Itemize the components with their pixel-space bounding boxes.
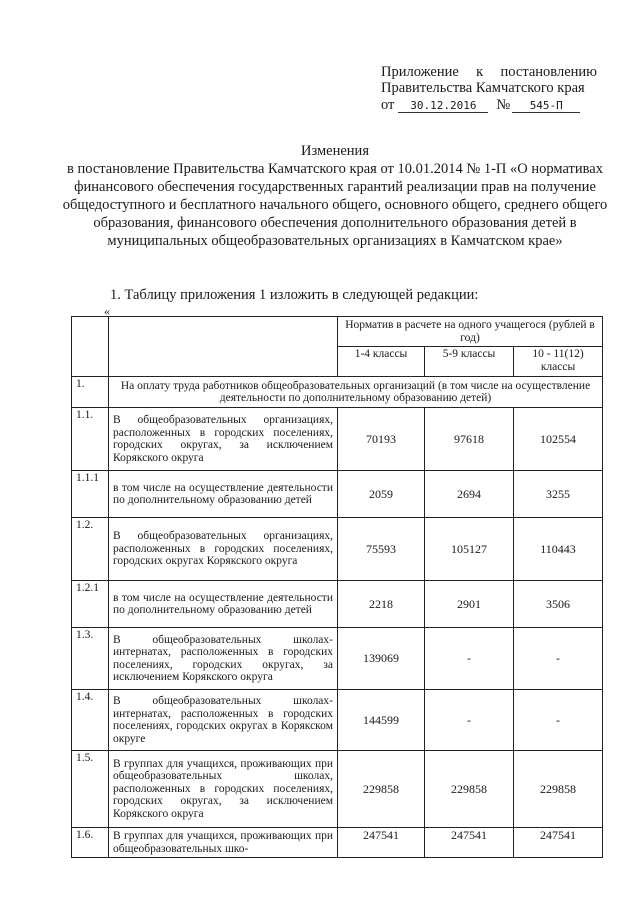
approval-line-1: Приложение к постановлению [381,64,597,80]
row-value-2: - [425,690,514,751]
table-header-row [72,317,603,347]
row-text: В группах для учащихся, проживающих при общеобразовательных шко- [109,828,338,858]
table-row [72,581,603,628]
row-value-3: 3255 [514,471,603,518]
section-row [72,377,603,408]
row-value-2: 2901 [425,581,514,628]
row-value-2: 105127 [425,518,514,581]
table-row [72,690,603,751]
row-value-2: - [425,628,514,690]
norms-table [71,316,603,858]
row-num: 1.4. [72,690,109,751]
row-text: В группах для учащихся, проживающих при общеобразовательных школах, расположенных в городских поселениях, городских округах, за исключением Корякского округа [109,751,338,828]
row-text: В общеобразовательных организациях, расположенных в городских поселениях, городских округах Корякского округа [109,518,338,581]
intro-paragraph: 1. Таблицу приложения 1 изложить в следующей редакции: [110,287,479,303]
row-num: 1.6. [72,828,109,858]
row-num: 1.1. [72,408,109,471]
row-value-1: 144599 [338,690,425,751]
row-num: 1.1.1 [72,471,109,518]
row-value-1: 2218 [338,581,425,628]
section-num: 1. [72,377,109,408]
document-title: Изменения [301,143,369,159]
row-value-1: 139069 [338,628,425,690]
table-row [72,828,603,858]
header-col-2: 5-9 классы [425,347,514,377]
row-text: в том числе на осуществление деятельности по дополнительному образованию детей [109,581,338,628]
row-num: 1.2.1 [72,581,109,628]
row-text: в том числе на осуществление деятельности по дополнительному образованию детей [109,471,338,518]
number-label: № [496,97,511,113]
approval-block [381,64,597,113]
row-value-1: 70193 [338,408,425,471]
opening-quote: « [104,304,110,318]
approval-line-2: Правительства Камчатского края [381,80,585,96]
row-value-2: 2694 [425,471,514,518]
row-text: В общеобразовательных школах-интернатах, расположенных в городских поселениях, городских округах в Корякском округе [109,690,338,751]
row-num: 1.5. [72,751,109,828]
row-value-3: 229858 [514,751,603,828]
from-label: от [381,97,395,113]
approval-date: 30.12.2016 [398,99,488,113]
row-value-3: 110443 [514,518,603,581]
row-value-1: 229858 [338,751,425,828]
row-text: В общеобразовательных школах-интернатах, расположенных в городских поселениях, городских округах, за исключением Корякского округа [109,628,338,690]
table-row [72,408,603,471]
header-empty-num [72,317,109,377]
row-value-2: 247541 [425,828,514,858]
row-value-3: 3506 [514,581,603,628]
row-value-3: - [514,628,603,690]
row-value-3: - [514,690,603,751]
header-col-3: 10 - 11(12) классы [514,347,603,377]
row-text: В общеобразовательных организациях, расположенных в городских поселениях, городских округах, за исключением Корякского округа [109,408,338,471]
row-value-1: 247541 [338,828,425,858]
document-heading [60,142,610,250]
row-value-2: 229858 [425,751,514,828]
table-row [72,751,603,828]
header-main: Норматив в расчете на одного учащегося (рублей в год) [338,317,603,347]
row-value-1: 75593 [338,518,425,581]
table-row [72,471,603,518]
approval-number: 545-П [512,99,580,113]
header-col-1: 1-4 классы [338,347,425,377]
section-text: На оплату труда работников общеобразовательных организаций (в том числе на осуществление деятельности по дополнительному образованию детей) [109,377,603,408]
row-num: 1.3. [72,628,109,690]
row-num: 1.2. [72,518,109,581]
approval-date-line [381,97,597,113]
row-value-3: 102554 [514,408,603,471]
row-value-2: 97618 [425,408,514,471]
row-value-3: 247541 [514,828,603,858]
row-value-1: 2059 [338,471,425,518]
document-subtitle: в постановление Правительства Камчатского края от 10.01.2014 № 1-П «О нормативах финансового обеспечения государственных гарантий реализации прав на получение общедоступного и бесплатного начального общего, основного общего, среднего общего образования, финансового обеспечения дополнительного образования детей в муниципальных общеобразовательных организациях в Камчатском крае» [62,161,608,249]
header-empty-desc [109,317,338,377]
table-row [72,518,603,581]
table-row [72,628,603,690]
